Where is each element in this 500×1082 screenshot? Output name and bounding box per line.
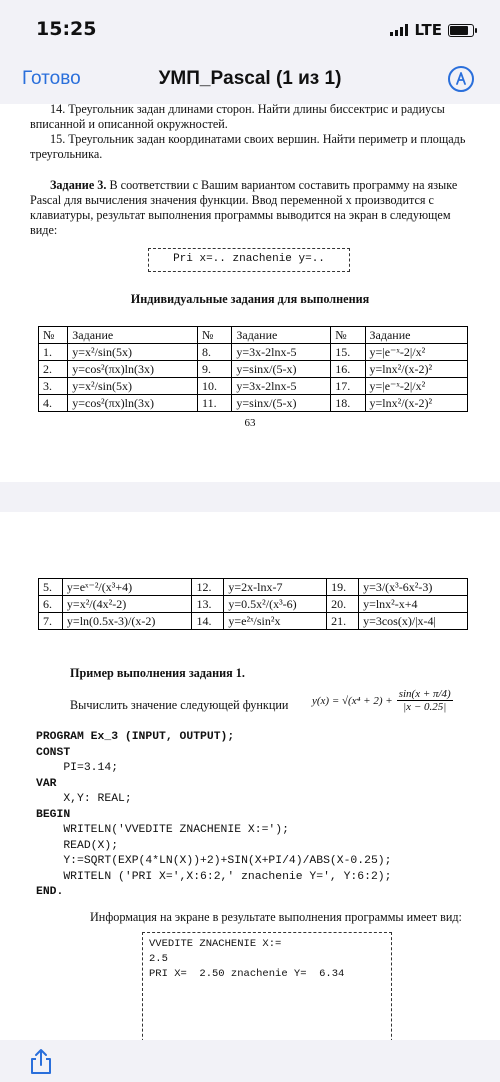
table-cell: 9.: [198, 361, 232, 378]
table-cell: 5.: [39, 579, 63, 596]
table-row: [39, 613, 468, 630]
share-button[interactable]: [26, 1046, 56, 1076]
table-cell: y=3x-2lnx-5: [232, 344, 331, 361]
table-cell: 10.: [198, 378, 232, 395]
table-cell: y=lnx²/(x-2)²: [365, 395, 467, 412]
table-cell: y=x²/sin(5x): [68, 378, 198, 395]
table-header: Задание: [365, 327, 467, 344]
share-icon: [26, 1046, 56, 1076]
table-cell: 20.: [327, 596, 359, 613]
code-line: PROGRAM Ex_3 (INPUT, OUTPUT);: [36, 731, 235, 743]
code-line: END.: [36, 886, 64, 898]
tasks-table-part-2: [38, 578, 468, 630]
table-cell: y=e²ˣ/sin²x: [224, 613, 327, 630]
task-15-text: 15. Треугольник задан координатами своих вершин. Найти периметр и площадь треугольника.: [30, 132, 466, 161]
table-cell: 18.: [331, 395, 365, 412]
table-cell: 3.: [39, 378, 68, 395]
table-cell: y=lnx²/(x-2)²: [365, 361, 467, 378]
table-cell: y=cos²(πx)ln(3x): [68, 395, 198, 412]
code-line: WRITELN('VVEDITE ZNACHENIE X:=');: [36, 824, 289, 836]
task-3-text: В соответствии с Вашим вариантом составить программу на языке Pascal для вычисления значения функции. Ввод переменной x производится с клавиатуры, результат выполнения программы выводится на экран в следующем виде:: [30, 178, 458, 237]
table-cell: 19.: [327, 579, 359, 596]
screen-output-box: [142, 932, 392, 1040]
table-row: [39, 344, 468, 361]
table-cell: y=|e⁻ˣ-2|/x²: [365, 378, 467, 395]
table-cell: y=2x-lnx-7: [224, 579, 327, 596]
task-3-heading: Задание 3.: [50, 178, 107, 192]
markup-button[interactable]: [448, 66, 474, 92]
table-header-row: [39, 327, 468, 344]
table-cell: 6.: [39, 596, 63, 613]
table-cell: y=lnx²-x+4: [359, 596, 468, 613]
table-header: Задание: [68, 327, 198, 344]
tasks-table-part-1: [38, 326, 468, 412]
markup-pen-icon: [454, 72, 468, 86]
document-title: УМП_Pascal (1 из 1): [158, 68, 342, 89]
formula: [312, 688, 453, 713]
table-row: [39, 596, 468, 613]
table-cell: y=3/(x³-6x²-3): [359, 579, 468, 596]
table-row: [39, 361, 468, 378]
table-row: [39, 395, 468, 412]
table-cell: 8.: [198, 344, 232, 361]
code-line: READ(X);: [36, 839, 119, 852]
formula-numerator: sin(x + π/4): [398, 688, 451, 700]
table-cell: 2.: [39, 361, 68, 378]
formula-lhs: y(x) = √(x⁴ + 2) +: [312, 694, 393, 707]
example-text: Вычислить значение следующей функции: [70, 698, 289, 712]
table-cell: y=ln(0.5x-3)/(x-2): [62, 613, 192, 630]
nav-bar: [0, 58, 500, 105]
done-button[interactable]: Готово: [22, 68, 81, 89]
code-line: VAR: [36, 777, 57, 790]
task-3-paragraph: [30, 178, 470, 238]
table-title: Индивидуальные задания для выполнения: [130, 292, 370, 306]
table-cell: y=|e⁻ˣ-2|/x²: [365, 344, 467, 361]
network-label: LTE: [414, 21, 442, 39]
table-cell: 12.: [192, 579, 224, 596]
page-number: 63: [244, 417, 256, 429]
table-header: №: [331, 327, 365, 344]
table-cell: y=0.5x²/(x³-6): [224, 596, 327, 613]
table-cell: y=sinx/(5-x): [232, 395, 331, 412]
bottom-toolbar: [0, 1040, 500, 1082]
code-line: CONST: [36, 746, 71, 759]
table-cell: 14.: [192, 613, 224, 630]
table-row: [39, 579, 468, 596]
table-cell: y=eˣ⁻²/(x³+4): [62, 579, 192, 596]
signal-icon: [390, 24, 408, 36]
status-bar: [0, 0, 500, 58]
status-indicators: [390, 21, 474, 39]
code-line: X,Y: REAL;: [36, 793, 132, 805]
table-header: №: [198, 327, 232, 344]
table-cell: 7.: [39, 613, 63, 630]
output-line: PRI X= 2.50 znachenie Y= 6.34: [149, 968, 345, 980]
example-title: Пример выполнения задания 1.: [70, 666, 245, 680]
table-cell: y=x²/sin(5x): [68, 344, 198, 361]
table-cell: y=sinx/(5-x): [232, 361, 331, 378]
output-line: 2.5: [149, 953, 168, 965]
code-line: WRITELN ('PRI X=',X:6:2,' znachenie Y=', Y:6:2);: [36, 870, 392, 883]
table-cell: 16.: [331, 361, 365, 378]
table-cell: 15.: [331, 344, 365, 361]
table-header: №: [39, 327, 68, 344]
table-cell: 13.: [192, 596, 224, 613]
table-cell: 21.: [327, 613, 359, 630]
table-cell: 4.: [39, 395, 68, 412]
formula-denominator: |x − 0.25|: [403, 701, 447, 713]
formula-fraction: [397, 688, 453, 713]
table-cell: 17.: [331, 378, 365, 395]
table-row: [39, 378, 468, 395]
table-cell: y=3x-2lnx-5: [232, 378, 331, 395]
battery-icon: [448, 24, 474, 37]
table-cell: 1.: [39, 344, 68, 361]
table-cell: 11.: [198, 395, 232, 412]
code-line: PI=3.14;: [36, 762, 119, 774]
table-header: Задание: [232, 327, 331, 344]
table-cell: y=cos²(πx)ln(3x): [68, 361, 198, 378]
info-text: Информация на экране в результате выполнения программы имеет вид:: [90, 910, 462, 924]
status-time: 15:25: [36, 18, 97, 40]
pdf-page-64: [0, 512, 500, 1040]
pascal-code: [36, 730, 391, 901]
table-cell: y=x²/(4x²-2): [62, 596, 192, 613]
code-line: Y:=SQRT(EXP(4*LN(X))+2)+SIN(X+PI/4)/ABS(X-0.25);: [36, 855, 392, 867]
output-format-box: Pri x=.. znachenie y=..: [148, 248, 350, 272]
pdf-page-63: [0, 104, 500, 482]
table-cell: y=3cos(x)/|x-4|: [359, 613, 468, 630]
output-line: VVEDITE ZNACHENIE X:=: [149, 938, 282, 950]
code-line: BEGIN: [36, 808, 71, 821]
task-14-text: 14. Треугольник задан длинами сторон. Найти длины биссектрис и радиусы вписанной и описанной окружностей.: [30, 104, 445, 131]
